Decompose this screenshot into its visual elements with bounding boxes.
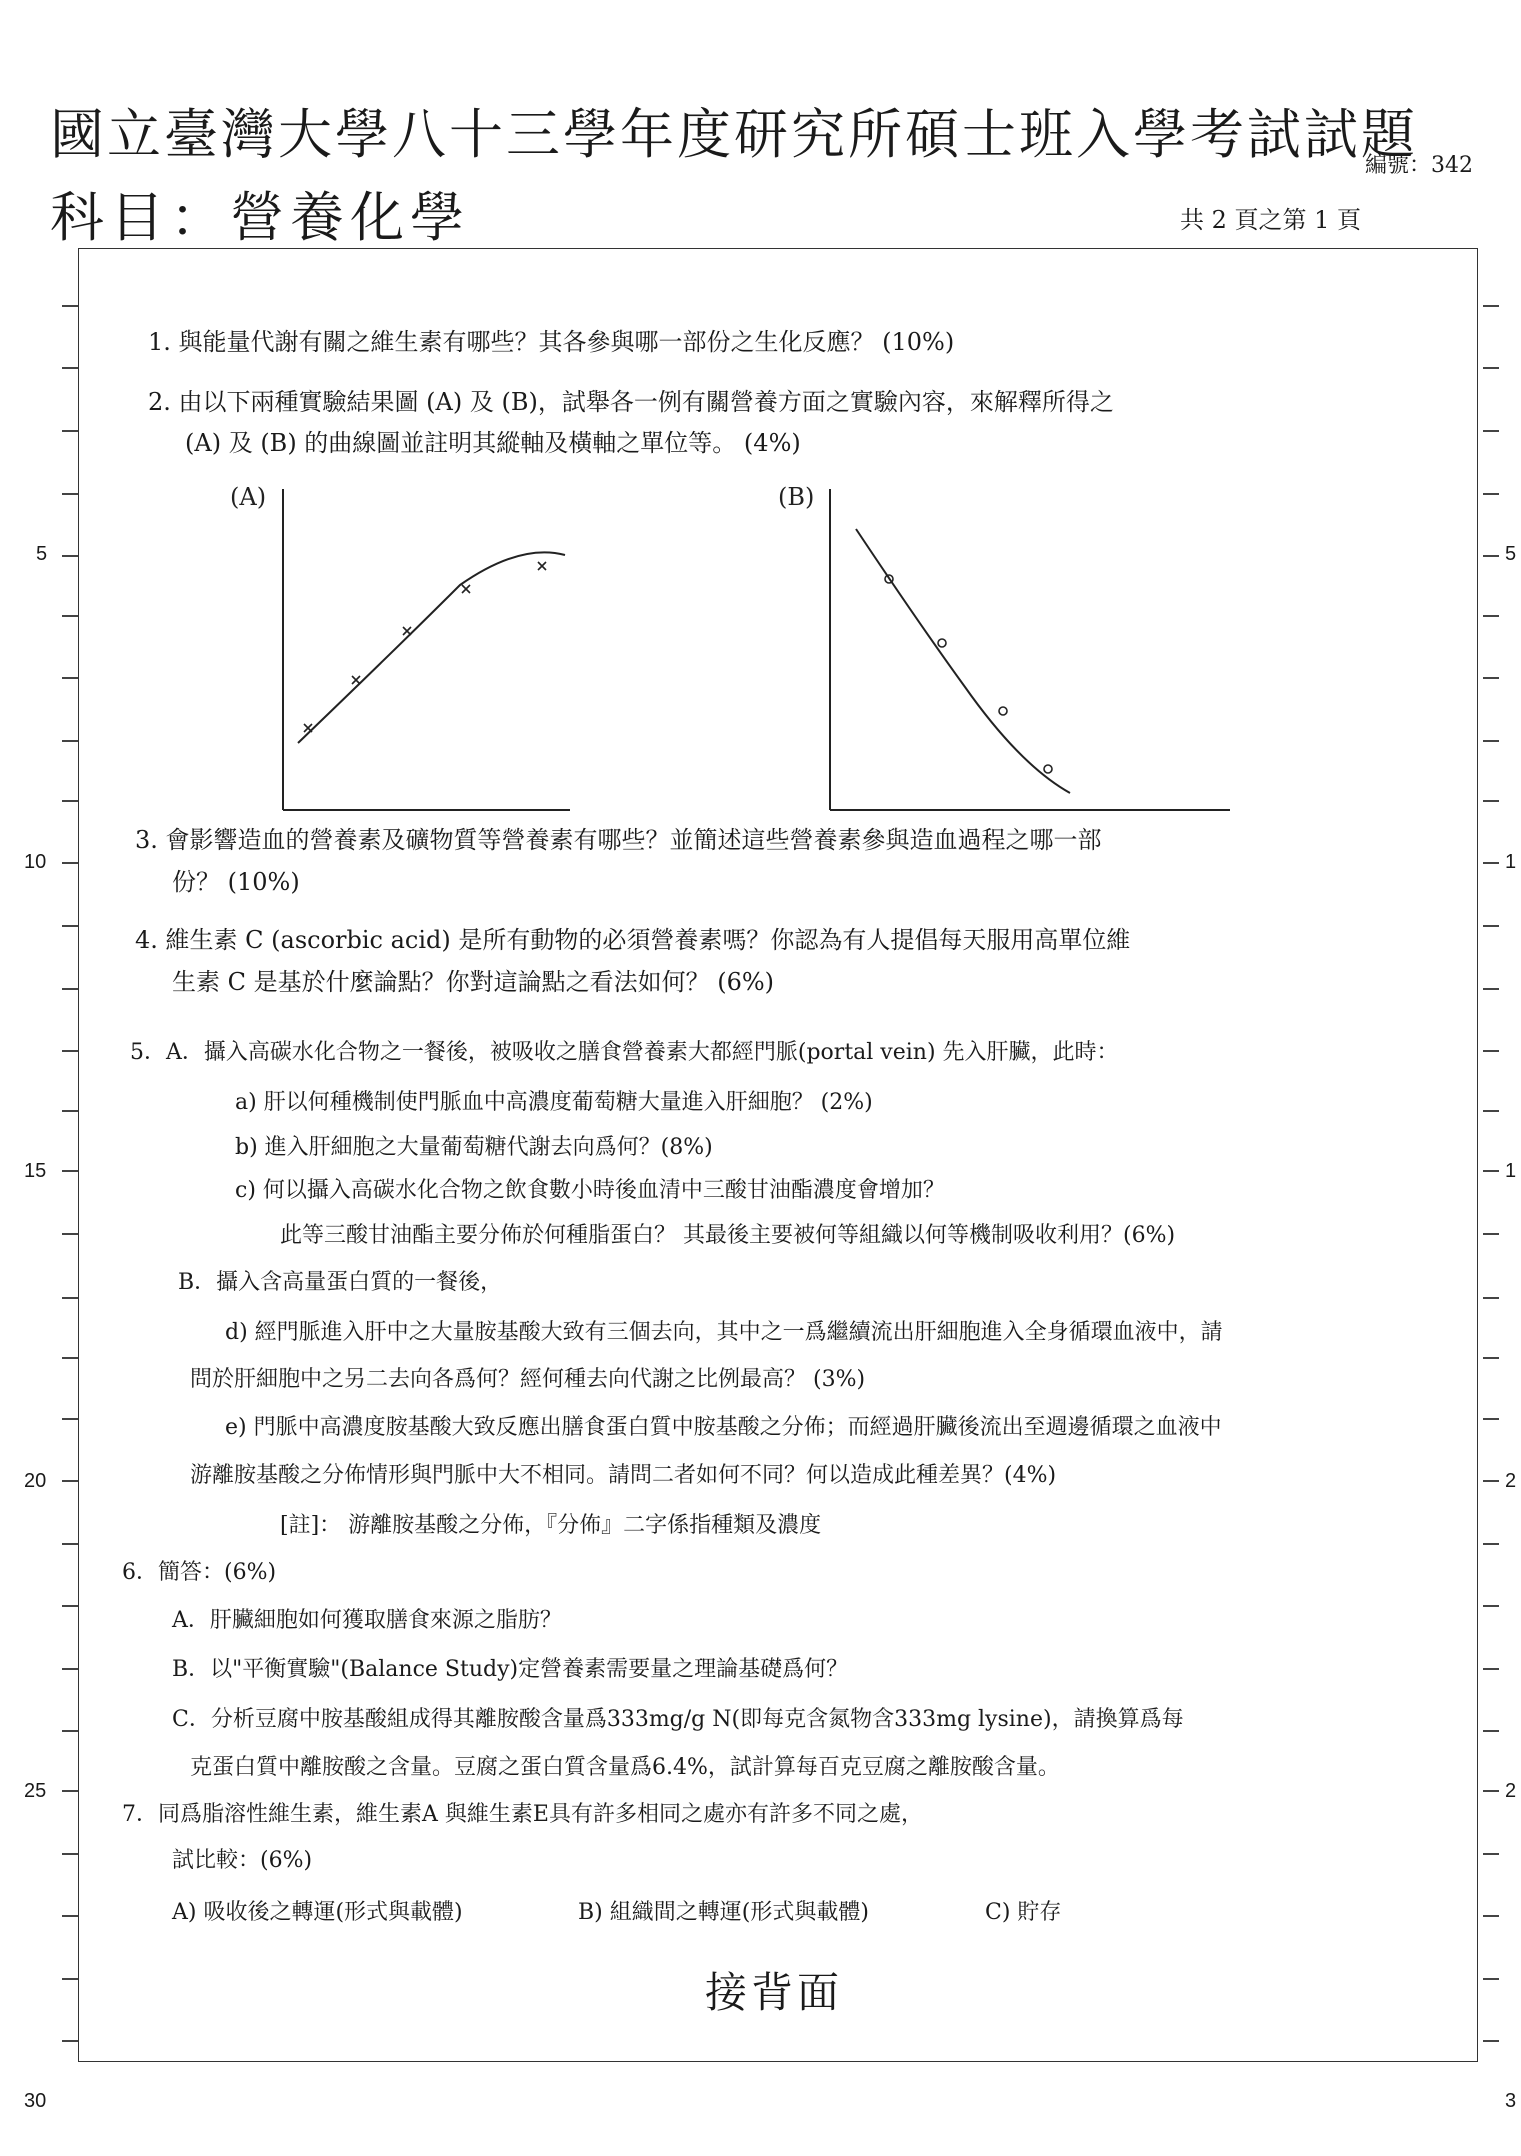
figure-a: [230, 483, 570, 810]
question-5-e-line2: 游離胺基酸之分佈情形與門脈中大不相同。請問二者如何不同？何以造成此種差異？(4%): [190, 1463, 1057, 1488]
question-2-line1: 2. 由以下兩種實驗結果圖 (A) 及 (B)，試舉各一例有關營養方面之實驗內容，來解釋所得之: [148, 388, 1114, 416]
question-5-c-line1: c) 何以攝入高碳水化合物之飲食數小時後血清中三酸甘油酯濃度會增加？: [235, 1178, 945, 1203]
question-5-A: 5．A．攝入高碳水化合物之一餐後，被吸收之膳食營養素大都經門脈(portal vein) 先入肝臟，此時：: [130, 1040, 1119, 1065]
figure-b-curve: [856, 529, 1070, 793]
question-6: 6．簡答：(6%): [122, 1560, 277, 1585]
ruler-number: 5: [36, 543, 48, 565]
turn-over-note: 接背面: [705, 1968, 844, 2017]
question-5-a: a) 肝以何種機制使門脈血中高濃度葡萄糖大量進入肝細胞？ (2%): [235, 1090, 873, 1115]
question-6-C-line2: 克蛋白質中離胺酸之含量。豆腐之蛋白質含量爲6.4%，試計算每百克豆腐之離胺酸含量。: [190, 1755, 1060, 1780]
ruler-number: 3: [1505, 2090, 1517, 2112]
ruler-number: 15: [24, 1160, 47, 1182]
question-7-A: A) 吸收後之轉運(形式與載體): [172, 1900, 463, 1925]
figure-a-curve: [298, 552, 565, 743]
subject-title: 科目：營養化學: [50, 186, 470, 249]
question-1: 1. 與能量代謝有關之維生素有哪些？其各參與哪一部份之生化反應？ (10%): [148, 328, 955, 356]
exam-code: 編號：342: [1365, 153, 1473, 178]
question-5-note: [註]： 游離胺基酸之分佈，『分佈』二字係指種類及濃度: [280, 1513, 822, 1538]
question-6-C-line1: C．分析豆腐中胺基酸組成得其離胺酸含量爲333mg/g N(即每克含氮物含333mg lysine)，請換算爲每: [172, 1707, 1184, 1732]
figure-b-markers: [885, 575, 1052, 773]
question-5-e-line1: e) 門脈中高濃度胺基酸大致反應出膳食蛋白質中胺基酸之分佈；而經過肝臟後流出至週邊循環之血液中: [225, 1415, 1222, 1440]
figure-b-label: (B): [778, 483, 815, 511]
ruler-number: 1: [1505, 1160, 1517, 1182]
ruler-number: 10: [24, 851, 47, 873]
ruler-number: 30: [24, 2090, 47, 2112]
question-7-line2: 試比較：(6%): [172, 1848, 313, 1873]
ruler-number: 2: [1505, 1470, 1517, 1492]
exam-title: 國立臺灣大學八十三學年度研究所碩士班入學考試試題: [50, 103, 1418, 166]
experiment-figures: [200, 475, 1280, 815]
question-6-B: B．以"平衡實驗"(Balance Study)定營養素需要量之理論基礎爲何？: [172, 1657, 849, 1682]
ruler-number: 1: [1505, 851, 1517, 873]
question-7-B: B) 組織間之轉運(形式與載體): [578, 1900, 869, 1925]
question-7-line1: 7．同爲脂溶性維生素，維生素A 與維生素E具有許多相同之處亦有許多不同之處，: [122, 1802, 923, 1827]
question-2-line2: (A) 及 (B) 的曲線圖並註明其縱軸及橫軸之單位等。 (4%): [185, 429, 801, 457]
question-5-c-line2: 此等三酸甘油酯主要分佈於何種脂蛋白？ 其最後主要被何等組織以何等機制吸收利用？(6%): [280, 1223, 1176, 1248]
ruler-number: 25: [24, 1780, 47, 1802]
question-3-line1: 3. 會影響造血的營養素及礦物質等營養素有哪些？並簡述這些營養素參與造血過程之哪一部: [135, 826, 1102, 854]
question-6-A: A．肝臟細胞如何獲取膳食來源之脂肪？: [172, 1608, 562, 1633]
question-7-C: C) 貯存: [985, 1900, 1062, 1925]
page-info: 共 2 頁之第 1 頁: [1180, 206, 1362, 234]
question-4-line2: 生素 C 是基於什麼論點？你對這論點之看法如何？ (6%): [172, 968, 775, 996]
ruler-number: 2: [1505, 1780, 1517, 1802]
figure-b: [778, 483, 1230, 810]
question-5-d-line2: 問於肝細胞中之另二去向各爲何？經何種去向代謝之比例最高？ (3%): [190, 1367, 866, 1392]
question-5-d-line1: d) 經門脈進入肝中之大量胺基酸大致有三個去向，其中之一爲繼續流出肝細胞進入全身循環血液中，請: [225, 1320, 1223, 1345]
ruler-number: 20: [24, 1470, 47, 1492]
question-4-line1: 4. 維生素 C (ascorbic acid) 是所有動物的必須營養素嗎？你認為有人提倡每天服用高單位維: [135, 926, 1131, 954]
question-3-line2: 份？ (10%): [172, 868, 300, 896]
ruler-number: 5: [1505, 543, 1517, 565]
question-5-B: B．攝入含高量蛋白質的一餐後，: [178, 1270, 503, 1295]
question-5-b: b) 進入肝細胞之大量葡萄糖代謝去向爲何？(8%): [235, 1135, 713, 1160]
figure-a-label: (A): [230, 483, 267, 511]
figure-a-markers: [304, 562, 546, 732]
